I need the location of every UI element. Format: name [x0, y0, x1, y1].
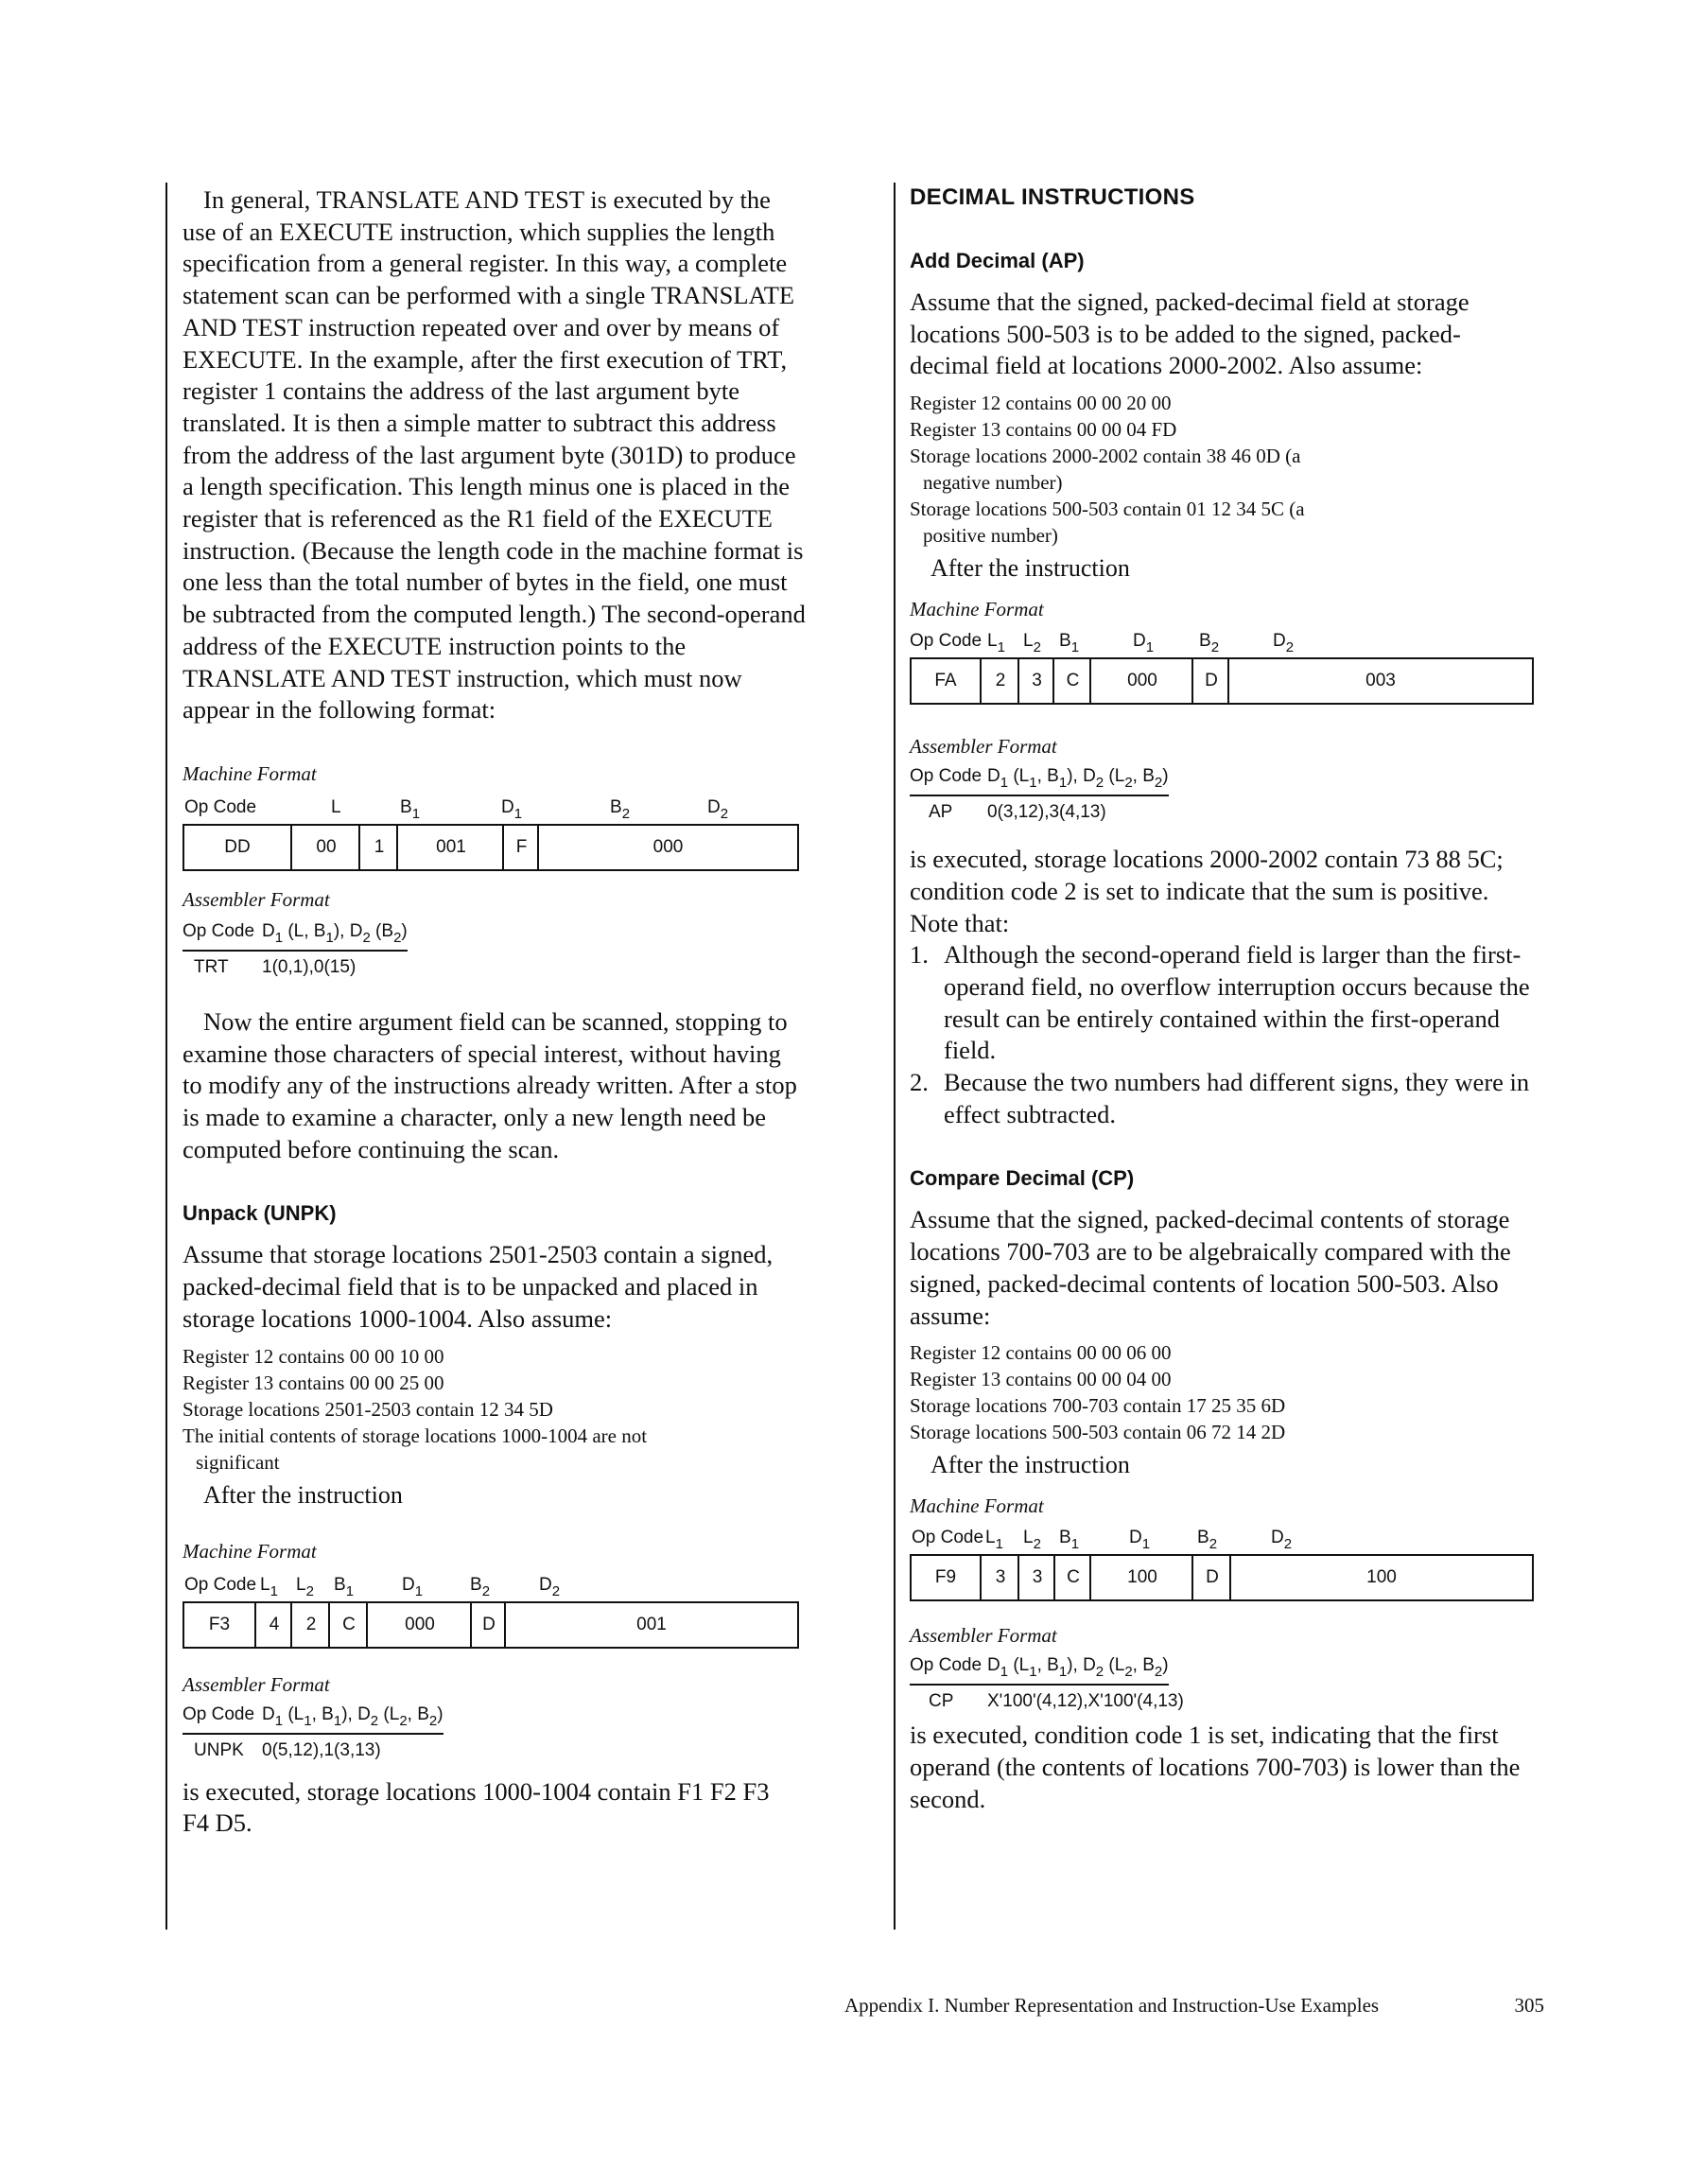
footer-title: Appendix I. Number Representation and Instruction-Use Examples: [844, 1994, 1380, 2017]
note-item: 1. Although the second-operand field is larger than the first-operand field, no overflow interruption occurs because the result can be entirely contained within the first-operand field.: [910, 940, 1530, 1065]
assumption-item: Register 13 contains 00 00 04 00: [910, 1368, 1172, 1391]
header-b1: $B_1$: [1059, 631, 1080, 656]
unpk-machine-format: [183, 1569, 799, 1649]
note-item: 2. Because the two numbers had different signs, they were in effect subtracted.: [910, 1068, 1530, 1128]
assumption-item: Storage locations 500-503 contain 01 12 34 5C (a positive number): [910, 498, 1305, 548]
header-op-code: Op Code: [910, 631, 983, 652]
cell-d2: 100: [1229, 1556, 1532, 1599]
asm-op-code: AP: [929, 802, 953, 823]
assembler-format-row: [183, 1740, 807, 1761]
trt-execute-paragraph: In general, TRANSLATE AND TEST is executed by the use of an EXECUTE instruction, which supplies the length specification from a general register. In this way, a complete statement scan can be performed with a single TRANSLATE AND TEST instruction repeated over and over by means of EXECUTE. In the example, after the first execution of TRT, register 1 contains the address of the last argument byte translated. It is then a simple matter to subtract this address from the address of the last argument byte (301D) to produce a length specification. This length minus one is placed in the register that is referenced as the R1 field of the EXECUTE instruction. (Because the length code in the machine format is one less than the total number of bytes in the field, one must be subtracted from the computed length.) The second-operand address of the EXECUTE instruction points to the TRANSLATE AND TEST instruction, which must now appear in the following format:: [183, 185, 806, 725]
header-d2: $D_2$: [707, 796, 729, 822]
header-b2: $B_2$: [610, 796, 631, 822]
revision-bar-left: [165, 183, 167, 1930]
cell-l2: 3: [1017, 1556, 1055, 1599]
add-assumptions: [910, 390, 1364, 549]
assembler-format-row: [910, 1691, 1534, 1712]
header-l1: $L_1$: [985, 1528, 1003, 1553]
cell-l2: 2: [290, 1603, 330, 1647]
add-result: is executed, storage locations 2000-2002 contain 73 88 5C; condition code 2 is set to indicate that the sum is positive. Note that:: [910, 845, 1504, 937]
cell-op-code: F3: [208, 1614, 231, 1634]
assumption-item: The initial contents of storage locations 1000-1004 are not significant: [183, 1424, 648, 1474]
header-b1: $B_1$: [1059, 1528, 1080, 1553]
compare-intro: Assume that the signed, packed-decimal contents of storage locations 700-703 are to be algebraically compared with the signed, packed-decimal contents of location 500-503. Also assume:: [910, 1205, 1511, 1330]
add-notes-list: [910, 939, 1534, 1130]
unpk-assembler-format: [183, 1704, 807, 1761]
cell-l: 00: [290, 826, 360, 869]
header-l2: $L_2$: [296, 1574, 314, 1599]
assumption-item: Storage locations 700-703 contain 17 25 35 6D: [910, 1394, 1286, 1418]
page-number: 305: [1514, 1994, 1544, 2017]
compare-result: is executed, condition code 1 is set, indicating that the first operand (the contents of locations 700-703) is lower than the second.: [910, 1721, 1521, 1813]
cell-b2: D: [470, 1603, 506, 1647]
header-d2: $D_2$: [1273, 631, 1295, 656]
assembler-format-row: [910, 802, 1534, 823]
asm-op-code: UNPK: [194, 1739, 244, 1760]
header-b1: $B_1$: [400, 796, 421, 822]
asm-operands: X'100'(4,12),X'100'(4,13): [987, 1691, 1184, 1712]
assembler-format-row: [183, 957, 807, 978]
assumption-item: Storage locations 500-503 contain 06 72 14 2D: [910, 1421, 1286, 1444]
machine-format-box: [910, 657, 1534, 705]
header-d1: $D_1$: [402, 1574, 424, 1599]
header-l1: $L_1$: [260, 1574, 278, 1599]
cell-d2: 000: [537, 826, 797, 869]
cell-b1: C: [328, 1603, 368, 1647]
header-b2: $B_2$: [1199, 631, 1220, 656]
unpack-assumptions: [183, 1343, 807, 1476]
assembler-format-label: Assembler Format: [183, 1672, 330, 1696]
cell-d1: 000: [1089, 659, 1193, 703]
header-b1: $B_1$: [334, 1574, 355, 1599]
unpack-heading: Unpack (UNPK): [183, 1201, 337, 1226]
left-column: [183, 184, 807, 1840]
machine-format-box: [910, 1554, 1534, 1601]
assumption-item: Register 13 contains 00 00 25 00: [183, 1371, 444, 1394]
asm-operands: 0(5,12),1(3,13): [262, 1739, 381, 1760]
header-l2: $L_2$: [1023, 1528, 1041, 1553]
decimal-instructions-heading: DECIMAL INSTRUCTIONS: [910, 184, 1195, 210]
trt-machine-format: [183, 792, 799, 871]
revision-bar-right: [894, 183, 896, 1930]
cell-op-code: FA: [934, 671, 957, 691]
assumption-item: Storage locations 2501-2503 contain 12 34 5D: [183, 1397, 553, 1421]
compare-decimal-heading: Compare Decimal (CP): [910, 1166, 1135, 1191]
cp-assembler-format: [910, 1655, 1534, 1712]
after-instruction-label: After the instruction: [203, 1480, 403, 1509]
cell-b2: D: [1191, 659, 1229, 703]
cell-b1: C: [1053, 1556, 1091, 1599]
header-d2: $D_2$: [539, 1574, 561, 1599]
asm-operands: 1(0,1),0(15): [262, 956, 357, 977]
cell-d1: 000: [366, 1603, 472, 1647]
header-op-code: Op Code: [912, 1528, 984, 1548]
cell-d1: 001: [396, 826, 504, 869]
add-decimal-heading: Add Decimal (AP): [910, 249, 1085, 272]
header-b2: $B_2$: [470, 1574, 491, 1599]
header-d1: $D_1$: [501, 796, 523, 822]
cell-l1: 3: [980, 1556, 1019, 1599]
cell-d2: 003: [1227, 659, 1532, 703]
cell-op-code: F9: [934, 1567, 957, 1588]
assembler-format-header: Op Code $D_1$ ($L_1$, $B_1$), $D_2$ ($L_2$, $B_2$): [910, 766, 1169, 796]
assumption-item: Register 12 contains 00 00 20 00: [910, 392, 1172, 415]
assumption-item: Register 13 contains 00 00 04 FD: [910, 418, 1177, 442]
cell-b2: F: [502, 826, 539, 869]
cell-l1: 2: [980, 659, 1019, 703]
cell-b2: D: [1191, 1556, 1231, 1599]
cell-d1: 100: [1089, 1556, 1193, 1599]
cell-b1: C: [1052, 659, 1091, 703]
assembler-format-header: Op Code $D_1$ (L, $B_1$), $D_2$ $(B_2)$: [183, 921, 408, 952]
cell-b1: 1: [358, 826, 398, 869]
after-instruction-label: After the instruction: [930, 554, 1130, 583]
assumption-item: Register 12 contains 00 00 06 00: [910, 1341, 1172, 1365]
header-d2: $D_2$: [1271, 1528, 1293, 1553]
assembler-format-label: Assembler Format: [910, 735, 1057, 759]
header-l1: $L_1$: [987, 631, 1005, 656]
page-footer: [844, 1994, 1544, 2018]
assembler-format-label: Assembler Format: [910, 1624, 1057, 1648]
ap-machine-format: [910, 625, 1534, 705]
machine-format-headers: [910, 1522, 1534, 1554]
machine-format-label: Machine Format: [910, 598, 1044, 621]
unpack-intro: Assume that storage locations 2501-2503 contain a signed, packed-decimal field that is to be unpacked and placed in storage locations 1000-1004. Also assume:: [183, 1240, 774, 1333]
cell-op-code: DD: [224, 836, 251, 857]
header-op-code: Op Code: [184, 1574, 257, 1595]
right-column: [910, 184, 1534, 1815]
add-intro: Assume that the signed, packed-decimal field at storage locations 500-503 is to be added to the signed, packed-decimal field at locations 2000-2002. Also assume:: [910, 288, 1470, 380]
cell-l1: 4: [254, 1603, 292, 1647]
asm-op-code: TRT: [194, 956, 229, 977]
header-d1: $D_1$: [1129, 1528, 1151, 1553]
header-d1: $D_1$: [1133, 631, 1155, 656]
header-l: L: [331, 796, 341, 817]
machine-format-headers: [183, 1569, 799, 1601]
assumption-item: Storage locations 2000-2002 contain 38 46 0D (a negative number): [910, 445, 1301, 495]
assembler-format-header: Op Code $D_1$ ($L_1$, $B_1$), $D_2$ ($L_2$, $B_2$): [183, 1704, 443, 1735]
machine-format-label: Machine Format: [183, 761, 317, 785]
machine-format-headers: [910, 625, 1534, 657]
assembler-format-label: Assembler Format: [183, 887, 330, 911]
asm-operands: 0(3,12),3(4,13): [987, 802, 1106, 823]
cell-d2: 001: [504, 1603, 797, 1647]
machine-format-label: Machine Format: [910, 1494, 1044, 1518]
scan-paragraph: Now the entire argument field can be scanned, stopping to examine those characters of special interest, without having to modify any of the instructions already written. After a stop is made to examine a character, only a new length need be computed before continuing the scan.: [183, 1006, 797, 1163]
machine-format-headers: [183, 792, 799, 824]
header-op-code: Op Code: [184, 796, 257, 817]
header-l2: $L_2$: [1023, 631, 1041, 656]
cell-l2: 3: [1017, 659, 1054, 703]
assembler-format-header: Op Code $D_1$ ($L_1$, $B_1$), $D_2$ ($L_2$, $B_2$): [910, 1655, 1169, 1686]
machine-format-label: Machine Format: [183, 1539, 317, 1563]
unpack-result: is executed, storage locations 1000-1004 contain F1 F2 F3 F4 D5.: [183, 1776, 770, 1838]
header-b2: $B_2$: [1197, 1528, 1218, 1553]
asm-op-code: CP: [929, 1691, 954, 1712]
compare-assumptions: [910, 1339, 1534, 1445]
assumption-item: Register 12 contains 00 00 10 00: [183, 1344, 444, 1368]
after-instruction-label: After the instruction: [930, 1451, 1130, 1479]
cp-machine-format: [910, 1522, 1534, 1601]
machine-format-box: [183, 824, 799, 871]
ap-assembler-format: [910, 766, 1534, 823]
trt-assembler-format: [183, 921, 807, 978]
machine-format-box: [183, 1601, 799, 1649]
